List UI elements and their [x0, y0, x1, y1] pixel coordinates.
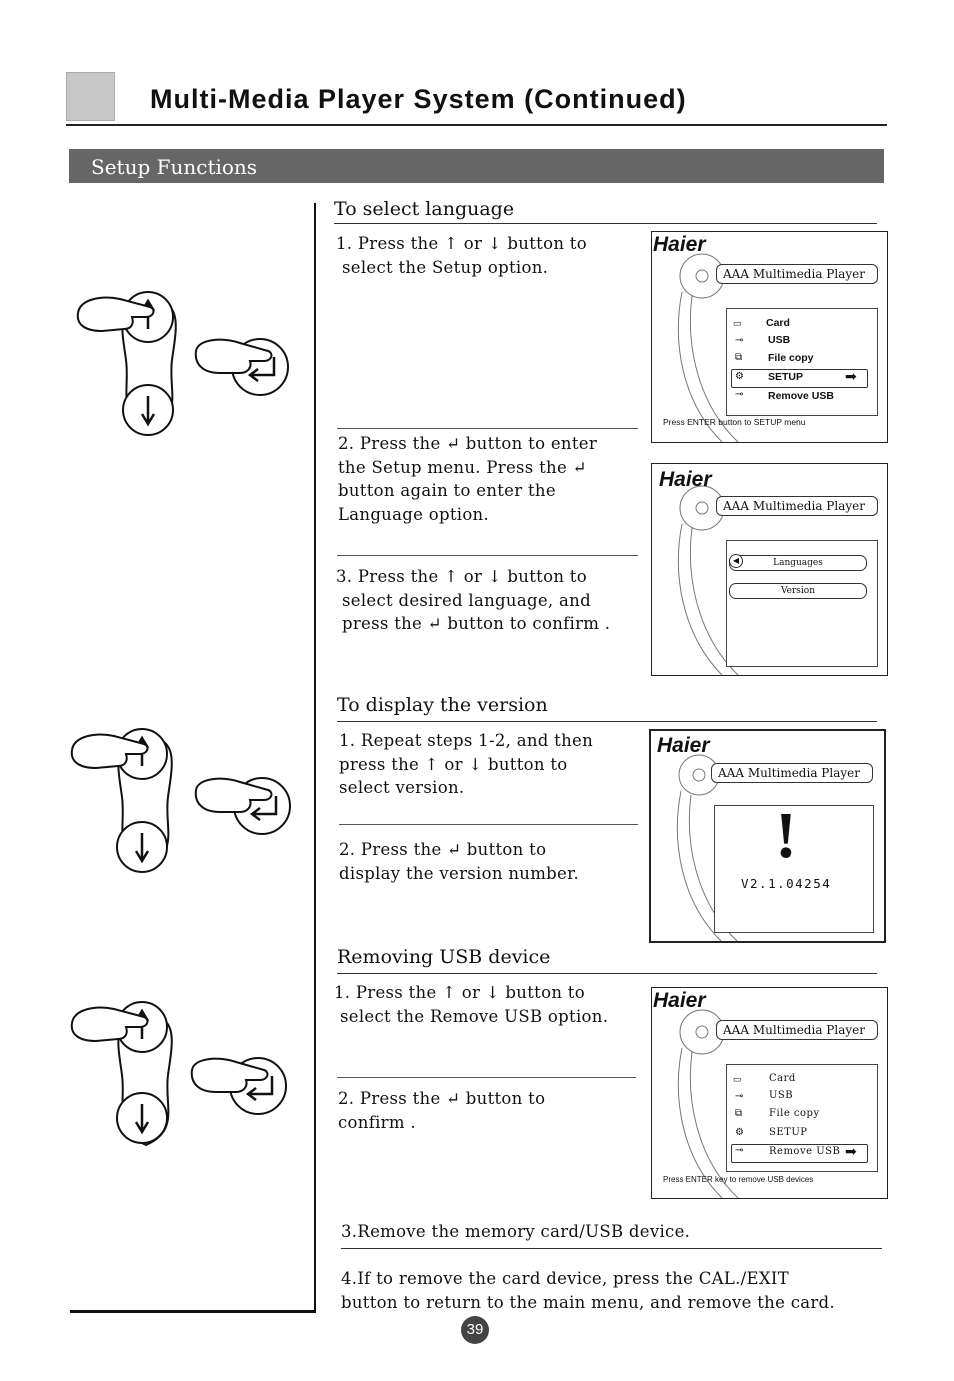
enter-arrow-icon: ↵: [447, 840, 462, 859]
step-text: 1. Press the ↑ or ↓ button to select the Setup option.: [336, 234, 587, 277]
usb-icon: ⊸: [735, 335, 744, 346]
step-text: 2. Press the ↵ button to confirm .: [338, 1089, 546, 1132]
page-number: 39: [461, 1316, 489, 1344]
step-text: 2. Press the ↵ button to enter the Setup menu. Press the ↵ button again to enter the Language option.: [338, 434, 598, 524]
enter-arrow-icon: ↵: [446, 1089, 461, 1108]
screenshot-version: [649, 729, 886, 943]
menu-item-remove-usb[interactable]: Remove USB: [769, 1146, 841, 1157]
up-arrow-icon: ↑: [444, 234, 459, 253]
version-number: V2.1.04254: [741, 876, 832, 891]
step-divider: [337, 428, 638, 429]
step-text: 2. Press the ↵ button to display the version number.: [339, 840, 579, 883]
page-title: Multi-Media Player System (Continued): [150, 84, 687, 114]
player-title: AAA Multimedia Player: [716, 496, 878, 516]
remote-illustration-1: [72, 285, 302, 445]
title-rule: [66, 124, 887, 126]
player-title: AAA Multimedia Player: [716, 264, 878, 284]
speaker-icon: ◀: [729, 554, 743, 568]
menu-item-file-copy[interactable]: File copy: [769, 1108, 820, 1119]
card-icon: ▭: [733, 1074, 742, 1084]
step-text: 3.Remove the memory card/USB device.: [341, 1222, 691, 1241]
file-copy-icon: ⧉: [735, 352, 743, 363]
step-divider: [339, 824, 638, 825]
setup-icon: ⚙: [735, 371, 744, 382]
exclamation-icon: !: [775, 799, 797, 872]
version-dialog: [714, 799, 874, 933]
menu-item-usb[interactable]: USB: [768, 334, 791, 346]
player-title: AAA Multimedia Player: [716, 1020, 878, 1040]
remote-illustration-3: [68, 1000, 298, 1160]
remove-usb-icon: ⊸: [735, 1145, 744, 1156]
enter-arrow-icon: ↵: [446, 434, 461, 453]
screenshot-setup-menu: [651, 463, 888, 676]
section-rule: [334, 223, 877, 224]
main-menu-box: [726, 308, 878, 416]
haier-logo: Haier: [659, 468, 712, 491]
option-languages[interactable]: Languages: [729, 555, 867, 571]
down-arrow-icon: ↓: [487, 234, 502, 253]
haier-logo: Haier: [653, 989, 706, 1012]
down-arrow-icon: ↓: [487, 567, 502, 586]
column-divider: [314, 203, 316, 1313]
option-version[interactable]: Version: [729, 583, 867, 599]
hint-text: Press ENTER button to SETUP menu: [663, 417, 806, 427]
step-divider: [337, 1077, 636, 1078]
player-title: AAA Multimedia Player: [711, 763, 873, 783]
section-banner: [69, 149, 884, 183]
down-arrow-icon: ↓: [468, 754, 483, 774]
menu-item-setup[interactable]: SETUP: [768, 371, 804, 383]
haier-logo: Haier: [657, 734, 710, 757]
banner-label: Setup Functions: [91, 155, 258, 179]
selection-arrow-icon: ➡: [845, 368, 857, 384]
main-menu-box: [726, 1064, 878, 1172]
screenshot-main-menu-remove-usb: [651, 987, 888, 1199]
remove-usb-icon: ⊸: [735, 389, 744, 400]
step-divider: [337, 555, 638, 556]
setup-icon: ⚙: [735, 1127, 744, 1138]
up-arrow-icon: ↑: [442, 983, 457, 1002]
setup-menu-box: [726, 540, 878, 667]
section-rule: [337, 973, 877, 974]
up-arrow-icon: ↑: [424, 754, 439, 774]
up-arrow-icon: ↑: [444, 567, 459, 586]
hint-text: Press ENTER key to remove USB devices: [663, 1175, 814, 1184]
step-text: 1. Press the ↑ or ↓ button to select the Remove USB option.: [334, 983, 609, 1026]
step-text: 1. Repeat steps 1-2, and then press the ↑ or ↓ button to select version.: [339, 731, 594, 797]
step-divider: [341, 1248, 882, 1249]
step-text: 4.If to remove the card device, press the CAL./EXIT button to return to the main menu, and remove the card.: [341, 1269, 835, 1312]
screenshot-main-menu-setup: [651, 231, 888, 443]
section-title-language: To select language: [334, 198, 515, 220]
enter-arrow-icon: ↵: [572, 457, 587, 477]
menu-item-remove-usb[interactable]: Remove USB: [768, 390, 834, 402]
selection-arrow-icon: ➡: [845, 1143, 857, 1159]
down-arrow-icon: ↓: [485, 983, 500, 1002]
header-decor-box: [66, 72, 115, 121]
file-copy-icon: ⧉: [735, 1108, 743, 1119]
section-rule: [337, 721, 877, 722]
usb-icon: ⊸: [735, 1091, 744, 1102]
remote-illustration-2: [68, 722, 298, 882]
enter-arrow-icon: ↵: [427, 614, 442, 633]
menu-item-setup[interactable]: SETUP: [769, 1127, 808, 1138]
menu-item-usb[interactable]: USB: [769, 1090, 794, 1101]
section-title-version: To display the version: [337, 694, 548, 716]
card-icon: ▭: [733, 318, 742, 328]
menu-item-card[interactable]: Card: [766, 317, 790, 329]
section-title-usb: Removing USB device: [337, 946, 551, 968]
step-text: 3. Press the ↑ or ↓ button to select desired language, and press the ↵ button to confirm .: [336, 567, 611, 633]
haier-logo: Haier: [653, 233, 706, 256]
menu-item-card[interactable]: Card: [769, 1073, 796, 1084]
left-bottom-rule: [70, 1310, 316, 1313]
menu-item-file-copy[interactable]: File copy: [768, 352, 814, 364]
